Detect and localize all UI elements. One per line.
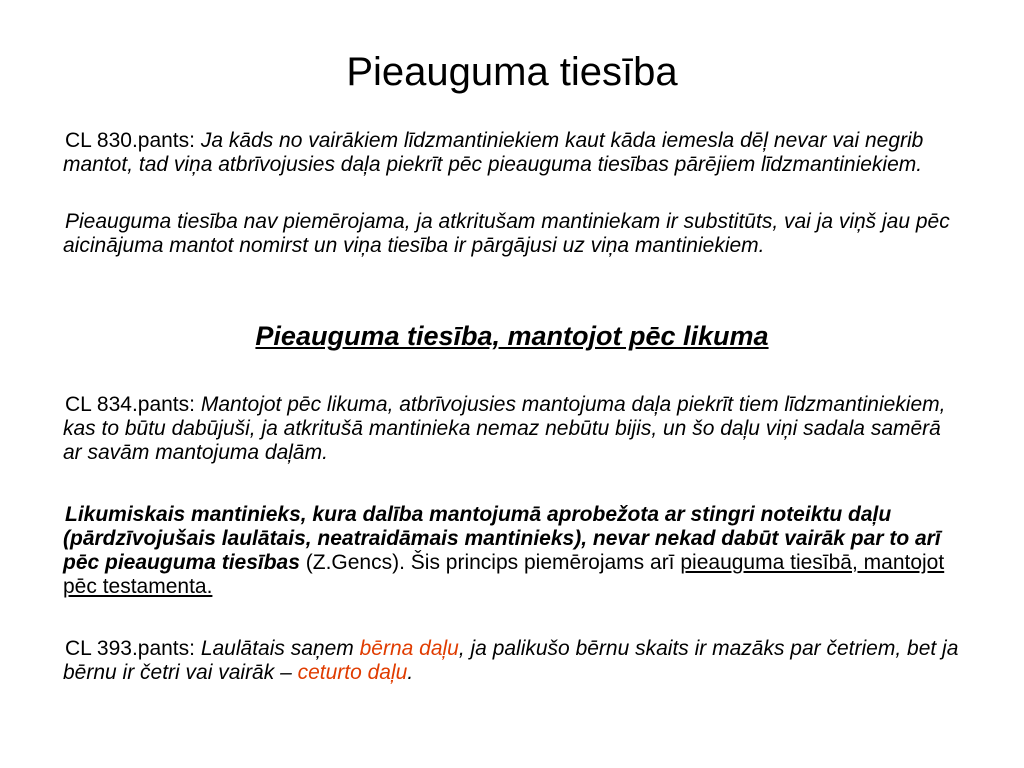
- quarter-share-highlight: ceturto daļu: [297, 661, 408, 684]
- article-label: CL 830.pants:: [65, 129, 201, 152]
- exception-text: Pieauguma tiesība nav piemērojama, ja atkritušam mantiniekam ir substitūts, vai ja viņš jau pēc aicinājuma mantot nomirst un viņa tiesība ir pārgājusi uz viņa mantiniekiem.: [63, 210, 950, 257]
- paragraph-cl-393: [63, 637, 963, 685]
- article-quote: Mantojot pēc likuma, atbrīvojusies mantojuma daļa piekrīt tiem līdzmantiniekiem, kas to būtu dabūjuši, ja atkritušā mantinieka nemaz nebūtu bijis, un šo daļu viņi sadala samērā ar savām mantojuma daļām.: [63, 393, 946, 464]
- article-quote: Ja kāds no vairākiem līdzmantiniekiem kaut kāda iemesla dēļ nevar vai negrib mantot, tad viņa atbrīvojusies daļa piekrīt pēc pieauguma tiesības pārējiem līdzmantiniekiem.: [63, 129, 924, 176]
- spouse-text-a: Laulātais saņem: [200, 637, 360, 660]
- child-share-highlight: bērna daļu: [359, 637, 459, 660]
- paragraph-cl-830: [63, 129, 963, 177]
- legal-heir-bold-text: Likumiskais mantinieks, kura dalība mantojumā aprobežota ar stingri noteiktu daļu (pārdzīvojušais laulātais, neatraidāmais mantinieks), nevar nekad dabūt vairāk par to arī pēc pieauguma tiesības: [63, 503, 941, 574]
- legal-heir-underlined-text: pieauguma tiesībā, mantojot pēc testamenta.: [63, 551, 945, 598]
- slide-title: Pieauguma tiesība: [346, 50, 678, 94]
- paragraph-cl-834: [63, 393, 963, 465]
- paragraph-exception: [63, 210, 963, 258]
- legal-heir-middle-text: (Z.Gencs). Šis princips piemērojams arī: [299, 551, 681, 574]
- spouse-text-b: , ja palikušo bērnu skaits ir mazāks par četriem, bet ja bērnu ir četri vai vairāk –: [63, 637, 959, 684]
- article-label: CL 393.pants:: [65, 637, 201, 660]
- article-label: CL 834.pants:: [65, 393, 201, 416]
- paragraph-legal-heir: [63, 503, 963, 599]
- spouse-text-c: .: [407, 661, 414, 684]
- section-subheading: Pieauguma tiesība, mantojot pēc likuma: [255, 321, 769, 351]
